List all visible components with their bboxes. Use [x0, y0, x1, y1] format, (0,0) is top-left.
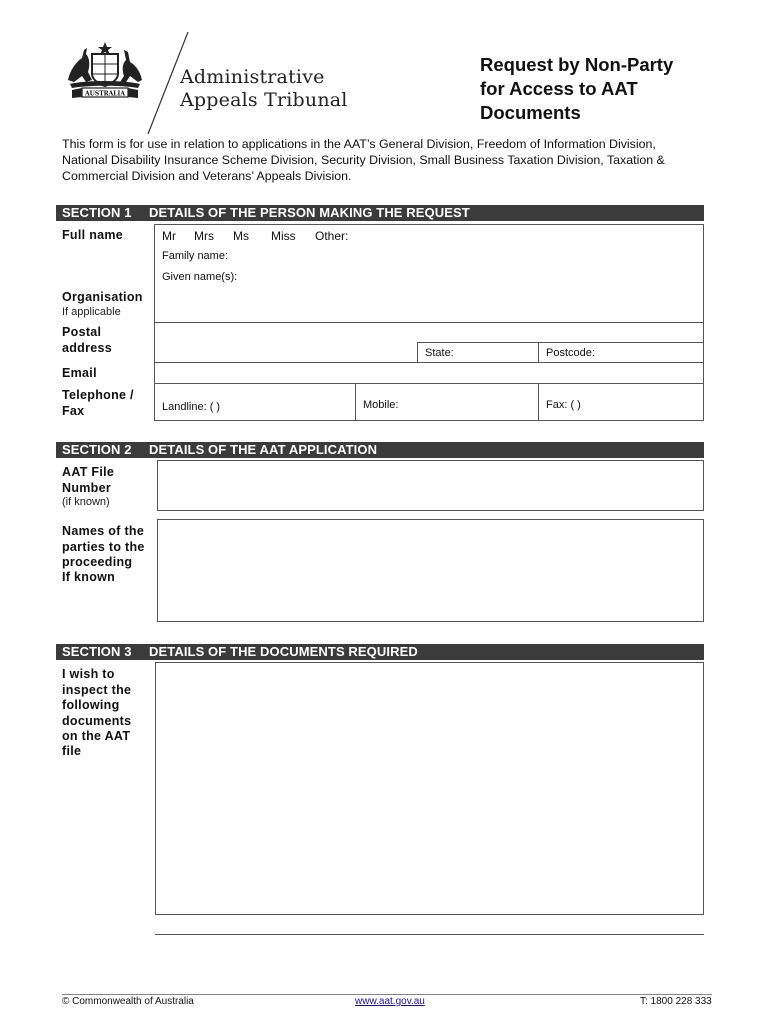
state-label: State: [425, 347, 454, 359]
email-field[interactable] [154, 362, 704, 384]
intro-line2: National Disability Insurance Scheme Division, Security Division, Small Business Taxation Division, Taxation & [62, 153, 665, 167]
footer-copyright: © Commonwealth of Australia [62, 996, 194, 1007]
organisation-sub-label: If applicable [62, 306, 121, 318]
parties-label-line3: proceeding [62, 555, 133, 569]
intro-line3: Commercial Division and Veterans’ Appeals Division. [62, 169, 352, 183]
postal-address-field-line1[interactable] [154, 322, 704, 344]
parties-names-field[interactable] [157, 519, 704, 622]
title-option-other[interactable]: Other: [315, 229, 349, 243]
section3-title: DETAILS OF THE DOCUMENTS REQUIRED [149, 644, 418, 659]
parties-label-line4: If known [62, 570, 116, 584]
aat-file-sub-label: (if known) [62, 496, 110, 508]
landline-label: Landline: ( ) [162, 401, 221, 413]
parties-label-line2: parties to the [62, 540, 145, 554]
section3-number: SECTION 3 [62, 644, 132, 659]
form-title-line2: for Access to AAT [480, 78, 638, 99]
crest-text: AUSTRALIA [84, 90, 126, 98]
landline-field[interactable] [154, 383, 356, 421]
intro-paragraph [62, 136, 712, 184]
given-names-label: Given name(s): [162, 271, 238, 283]
documents-label-line3: following [62, 698, 120, 712]
postal-address-field-line2[interactable] [154, 343, 418, 363]
footer-website-link[interactable]: www.aat.gov.au [355, 996, 425, 1007]
org-name-line2: Appeals Tribunal [180, 89, 348, 111]
section1-title: DETAILS OF THE PERSON MAKING THE REQUEST [149, 205, 470, 220]
family-name-field[interactable] [154, 245, 704, 267]
documents-label-line1: I wish to [62, 667, 115, 681]
postcode-field[interactable] [538, 342, 704, 363]
title-option-mrs[interactable]: Mrs [194, 229, 214, 243]
section1-number: SECTION 1 [62, 205, 132, 220]
organisation-field[interactable] [154, 287, 704, 323]
org-name-line1: Administrative [180, 66, 325, 88]
state-field[interactable] [417, 342, 539, 363]
email-label: Email [62, 366, 97, 380]
footer-phone: T: 1800 228 333 [640, 996, 712, 1007]
section2-number: SECTION 2 [62, 442, 132, 457]
postal-label-line1: Postal [62, 325, 102, 339]
form-title-line3: Documents [480, 102, 581, 123]
documents-required-field[interactable] [155, 662, 704, 915]
parties-label-line1: Names of the [62, 524, 145, 538]
signature-line [155, 934, 704, 935]
fax-field[interactable] [538, 383, 704, 421]
organisation-label: Organisation [62, 290, 143, 304]
title-option-mr[interactable]: Mr [162, 229, 176, 243]
form-title-line1: Request by Non-Party [480, 54, 674, 75]
title-options-row[interactable] [154, 224, 704, 246]
given-names-field[interactable] [154, 266, 704, 288]
section2-title: DETAILS OF THE AAT APPLICATION [149, 442, 378, 457]
mobile-field[interactable] [355, 383, 539, 421]
title-option-ms[interactable]: Ms [233, 229, 249, 243]
postal-label-line2: address [62, 341, 113, 355]
australian-coat-of-arms-logo [60, 40, 150, 102]
mobile-label: Mobile: [363, 399, 399, 411]
aat-file-label-line1: AAT File [62, 465, 115, 479]
footer-divider [62, 994, 712, 995]
documents-label-line2: inspect the [62, 683, 132, 697]
section2-header [56, 442, 704, 458]
title-option-miss[interactable]: Miss [271, 229, 296, 243]
documents-label-line6: file [62, 744, 82, 758]
postcode-label: Postcode: [546, 347, 595, 359]
documents-label-line4: documents [62, 714, 132, 728]
section3-header [56, 644, 704, 660]
phone-label-line1: Telephone / [62, 388, 134, 402]
section1-header [56, 205, 704, 221]
aat-file-label-line2: Number [62, 481, 112, 495]
full-name-label: Full name [62, 228, 124, 242]
family-name-label: Family name: [162, 250, 229, 262]
intro-line1: This form is for use in relation to applications in the AAT’s General Division, Freedom of Information Division, [62, 137, 656, 151]
aat-file-number-field[interactable] [157, 460, 704, 511]
documents-label-line5: on the AAT [62, 729, 131, 743]
form-title [480, 53, 720, 125]
fax-label: Fax: ( ) [546, 399, 581, 411]
phone-label-line2: Fax [62, 404, 85, 418]
